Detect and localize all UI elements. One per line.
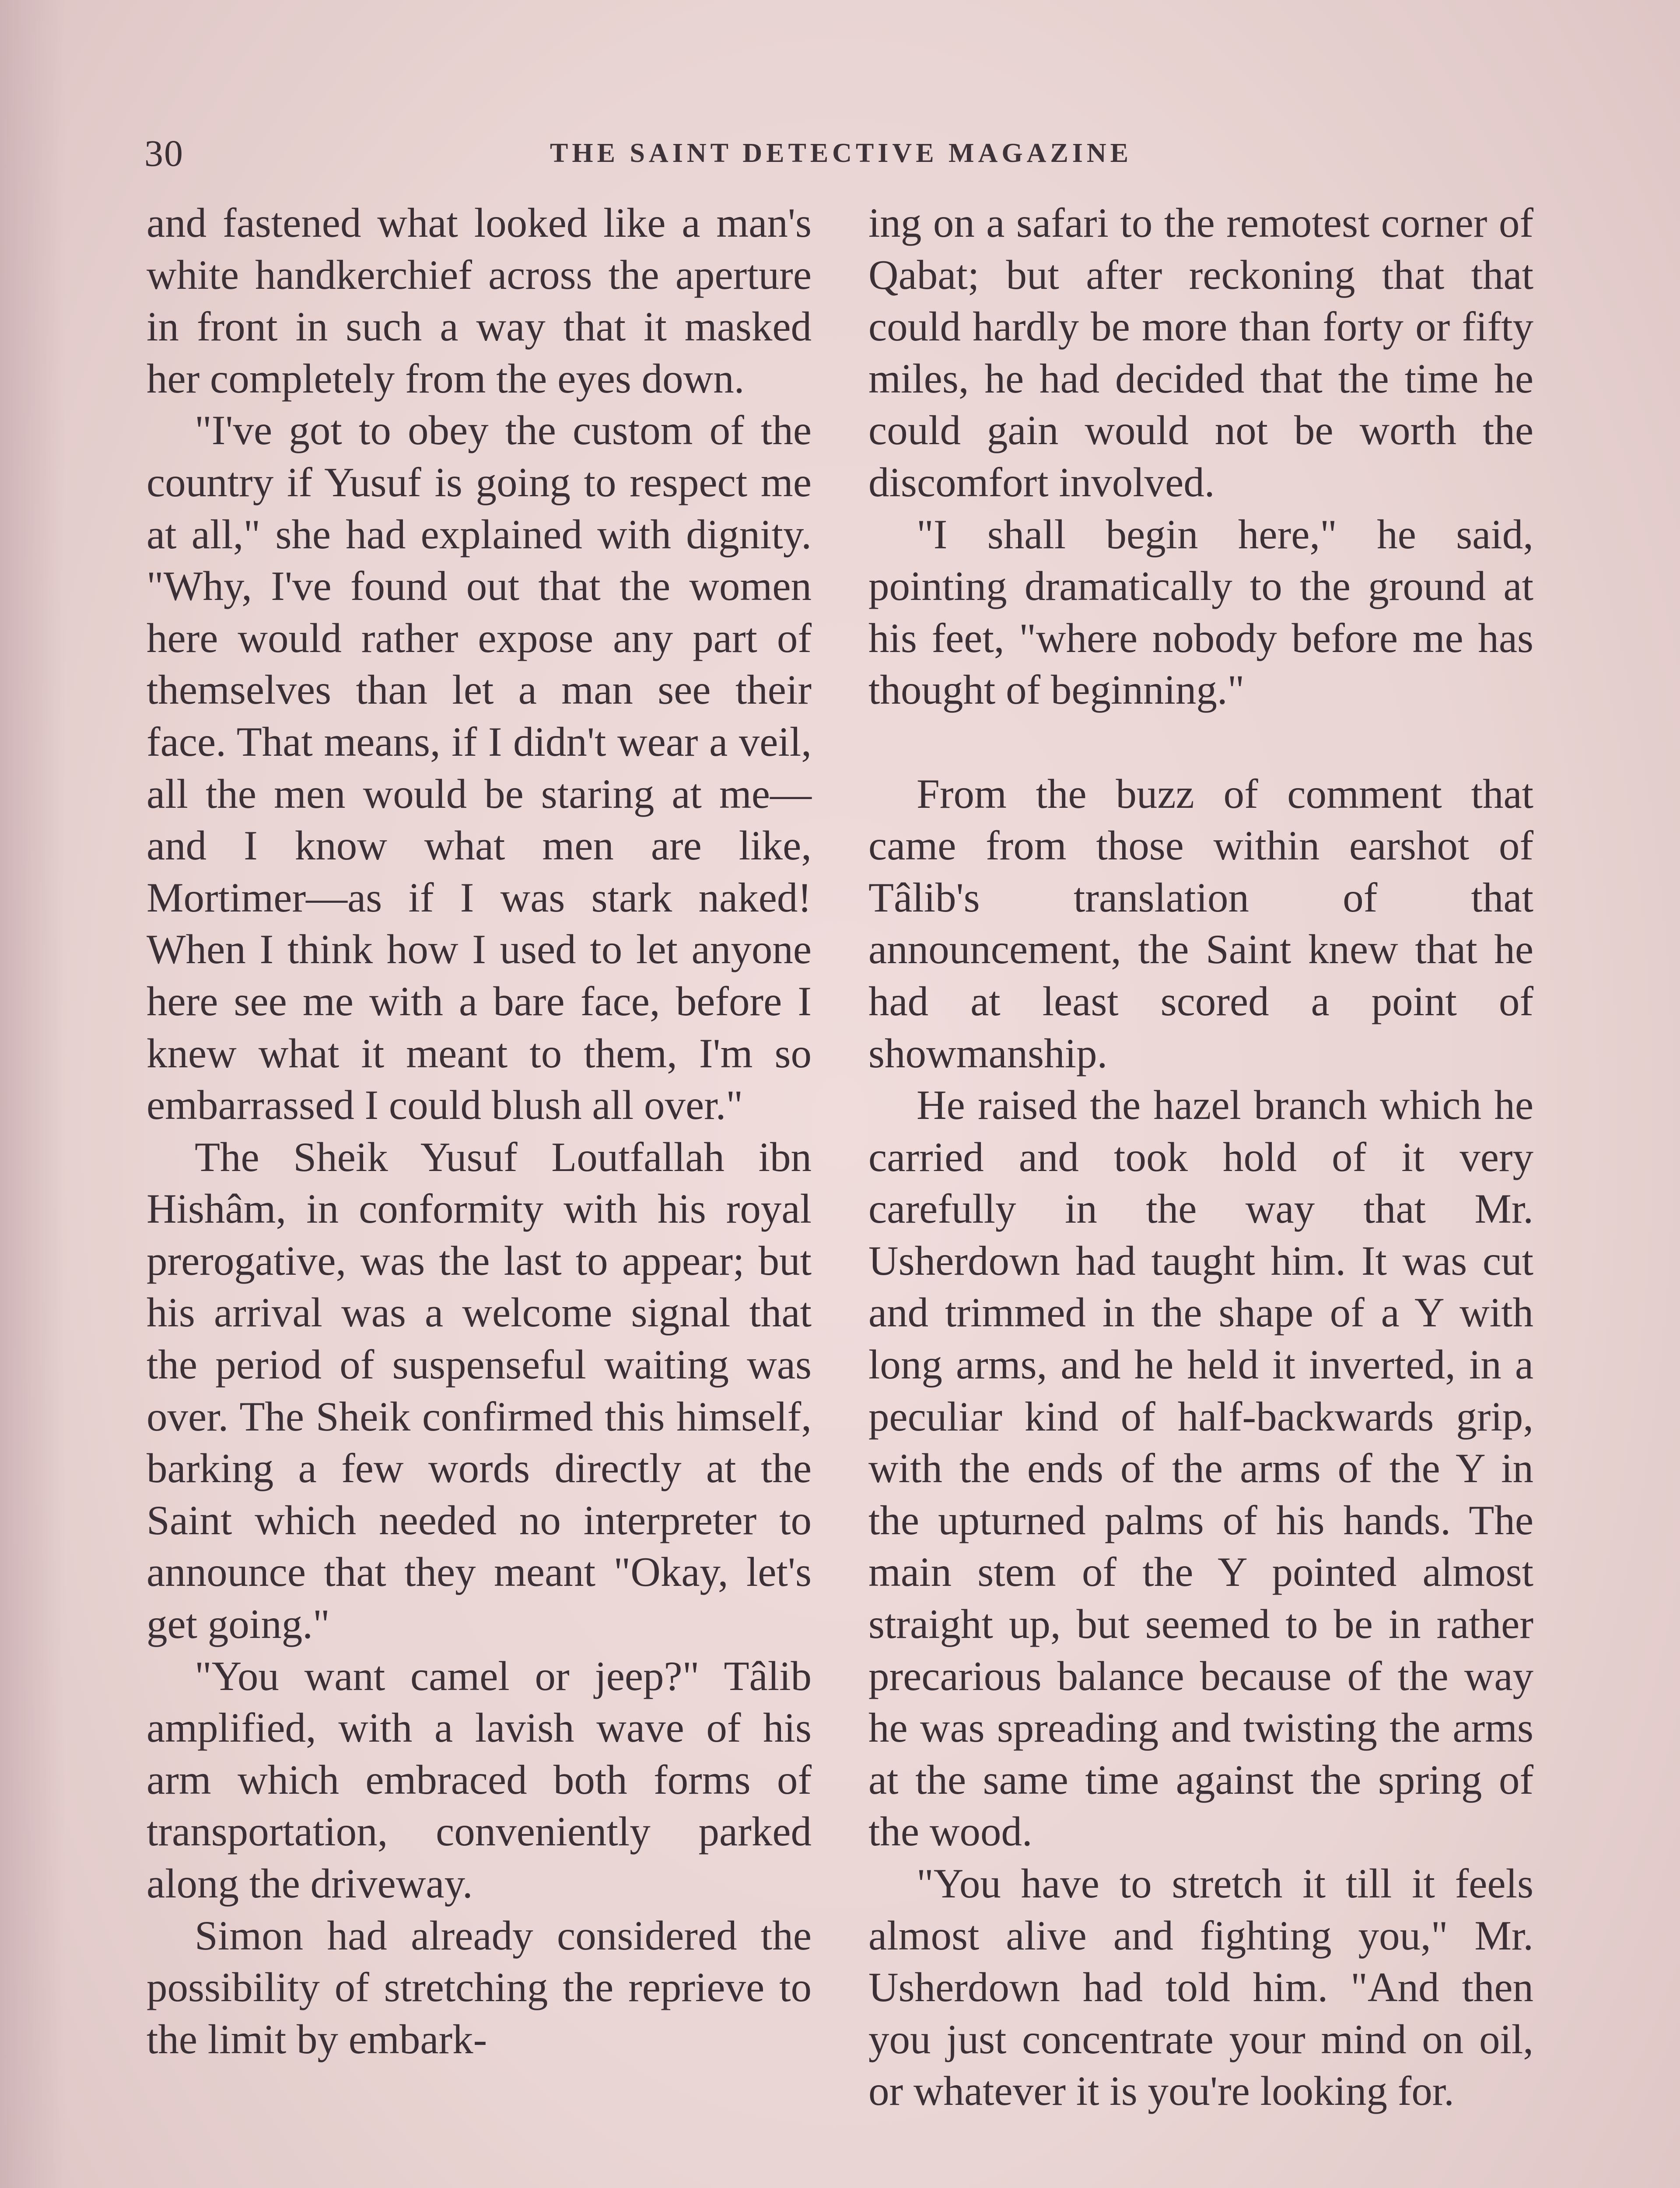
paragraph: From the buzz of comment that came from those within earshot of Tâlib's translation of that announcement, the Saint knew that he had at least scored a point of showmanship. bbox=[868, 770, 1533, 1076]
page-number: 30 bbox=[144, 132, 184, 174]
paragraph: Simon had already considered the possibility of stretching the reprieve to the limit by embark- bbox=[147, 1912, 812, 2062]
paragraph: The Sheik Yusuf Loutfallah ibn Hishâm, in conformity with his royal prerogative, was the last to appear; but his arrival was a welcome signal that the period of suspenseful waiting was over. The Sheik confirmed this himself, barking a few words directly at the Saint which needed no interpreter to announce that they meant "Okay, let's get going." bbox=[147, 1133, 812, 1648]
page-header bbox=[144, 120, 1538, 186]
paragraph: He raised the hazel branch which he carried and took hold of it very carefully in the way that Mr. Usherdown had taught him. It was cut and trimmed in the shape of a Y with long arms, and he held it inverted, in a peculiar kind of half-backwards grip, with the ends of the arms of the Y in the upturned palms of his hands. The main stem of the Y pointed almost straight up, but seemed to be in rather precarious balance because of the way he was spreading and twisting the arms at the same time against the spring of the wood. bbox=[868, 1082, 1533, 1855]
page-edge-shadow bbox=[0, 0, 66, 2188]
paragraph: "You have to stretch it till it feels almost alive and fighting you," Mr. Usherdown had told him. "And then you just concentrate your mind on oil, or whatever it is you're looking for. bbox=[868, 1860, 1533, 2114]
right-column bbox=[868, 197, 1533, 2117]
running-head: THE SAINT DETECTIVE MAGAZINE bbox=[550, 138, 1132, 168]
paragraph: "I shall begin here," he said, pointing dramatically to the ground at his feet, "where nobody before me has thought of beginning." bbox=[868, 511, 1533, 713]
paragraph: ing on a safari to the remotest corner of Qabat; but after reckoning that that could hardly be more than forty or fifty miles, he had decided that the time he could gain would not be worth the discomfort involved. bbox=[868, 200, 1533, 505]
paragraph: "You want camel or jeep?" Tâlib amplified, with a lavish wave of his arm which embraced both forms of transportation, conveniently parked along the driveway. bbox=[147, 1652, 812, 1907]
paragraph: "I've got to obey the custom of the country if Yusuf is going to respect me at all," she had explained with dignity. "Why, I've found out that the women here would rather expose any part of themselves than let a man see their face. That means, if I didn't wear a veil, all the men would be staring at me—and I know what men are like, Mortimer—as if I was stark naked! When I think how I used to let anyone here see me with a bare face, before I knew what it meant to them, I'm so embarrassed I could blush all over." bbox=[147, 407, 812, 1129]
left-column bbox=[147, 197, 812, 2065]
paragraph: and fastened what looked like a man's white handkerchief across the aperture in front in such a way that it masked her completely from the eyes down. bbox=[147, 200, 812, 402]
